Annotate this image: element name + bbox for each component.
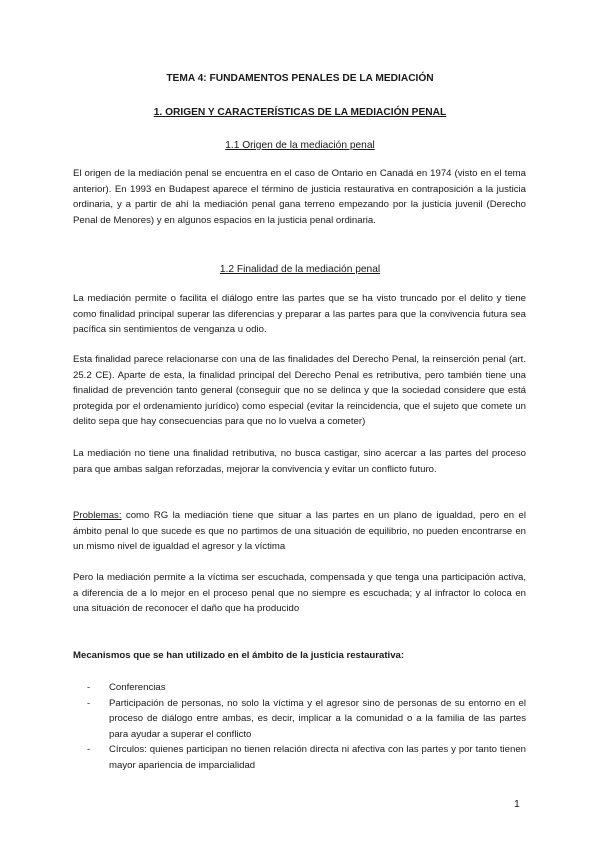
subsection-heading-1-1 xyxy=(0,140,600,151)
page-number: 1 xyxy=(514,798,520,810)
problemas-label: Problemas: xyxy=(73,510,122,521)
paragraph-finalidad-1: La mediación permite o facilita el diálogo entre las partes que se ha visto truncado por el delito y tiene como finalidad principal superar las diferencias y preparar a las partes para que la convivencia futura sea pacífica sin sentimientos de venganza u odio. xyxy=(73,293,526,336)
list-item xyxy=(87,680,526,696)
mecanismos-heading: Mecanismos que se han utilizado en el ámbito de la justicia restaurativa: xyxy=(73,650,405,661)
list-item xyxy=(87,696,526,743)
list-bullet: - xyxy=(87,682,91,693)
mecanismos-list xyxy=(87,680,526,774)
subsection-heading-1-1-text: 1.1 Origen de la mediación penal xyxy=(225,140,375,151)
list-item-text: Participación de personas, no solo la víctima y el agresor sino de personas de su entorno en el proceso de diálogo entre ambas, es decir, implicar a la comunidad o a la familia de las partes para ayudar a superar el conflicto xyxy=(109,697,526,740)
paragraph-victima: Pero la mediación permite a la víctima ser escuchada, compensada y que tenga una participación activa, a diferencia de a lo mejor en el proceso penal que no siempre es escuchada; y al infractor lo coloca en una situación de reconocer el daño que ha producido xyxy=(73,572,526,615)
paragraph-problemas xyxy=(73,508,526,555)
paragraph-finalidad-2: Esta finalidad parece relacionarse con una de las finalidades del Derecho Penal, la reinserción penal (art. 25.2 CE). Aparte de esta, la finalidad principal del Derecho Penal es retributiva, pero también tiene una finalidad de prevención tanto general (conseguir que no se delinca y que la sociedad considere que está protegida por el ordenamiento jurídico) como especial (evitar la reincidencia, que el sujeto que comete un delito sepa que hay consecuencias para que no lo vuelva a cometer) xyxy=(73,354,526,428)
document-title: TEMA 4: FUNDAMENTOS PENALES DE LA MEDIACIÓN xyxy=(166,73,434,84)
subsection-heading-1-2 xyxy=(0,264,600,275)
problemas-text: como RG la mediación tiene que situar a las partes en un plano de igualdad, pero en el ámbito penal lo que sucede es que no partimos de una situación de equilibrio, no pueden encontrarse en un mismo nivel de igualdad el agresor y la víctima xyxy=(73,510,526,553)
paragraph-finalidad-3: La mediación no tiene una finalidad retributiva, no busca castigar, sino acercar a las partes del proceso para que ambas salgan reforzadas, mejorar la convivencia y evitar un conflicto futuro. xyxy=(73,448,526,475)
subsection-heading-1-2-text: 1.2 Finalidad de la mediación penal xyxy=(219,264,381,275)
list-item-text: Círculos: quienes participan no tienen relación directa ni afectiva con las partes y por tanto tienen mayor apariencia de imparcialidad xyxy=(109,744,526,771)
list-item-text: Conferencias xyxy=(109,682,166,693)
section-heading-1: 1. ORIGEN Y CARACTERÍSTICAS DE LA MEDIACIÓN PENAL xyxy=(153,107,447,118)
paragraph-origin: El origen de la mediación penal se encuentra en el caso de Ontario en Canadá en 1974 (visto en el tema anterior). En 1993 en Budapest aparece el término de justicia restaurativa en contraposición a la justicia ordinaria, y a partir de ahí la mediación penal gana terreno empezando por la justicia juvenil (Derecho Penal de Menores) y en algunos espacios en la justicia penal ordinaria. xyxy=(73,168,526,226)
list-item xyxy=(87,742,526,773)
list-bullet: - xyxy=(87,697,91,709)
list-bullet: - xyxy=(87,744,91,756)
